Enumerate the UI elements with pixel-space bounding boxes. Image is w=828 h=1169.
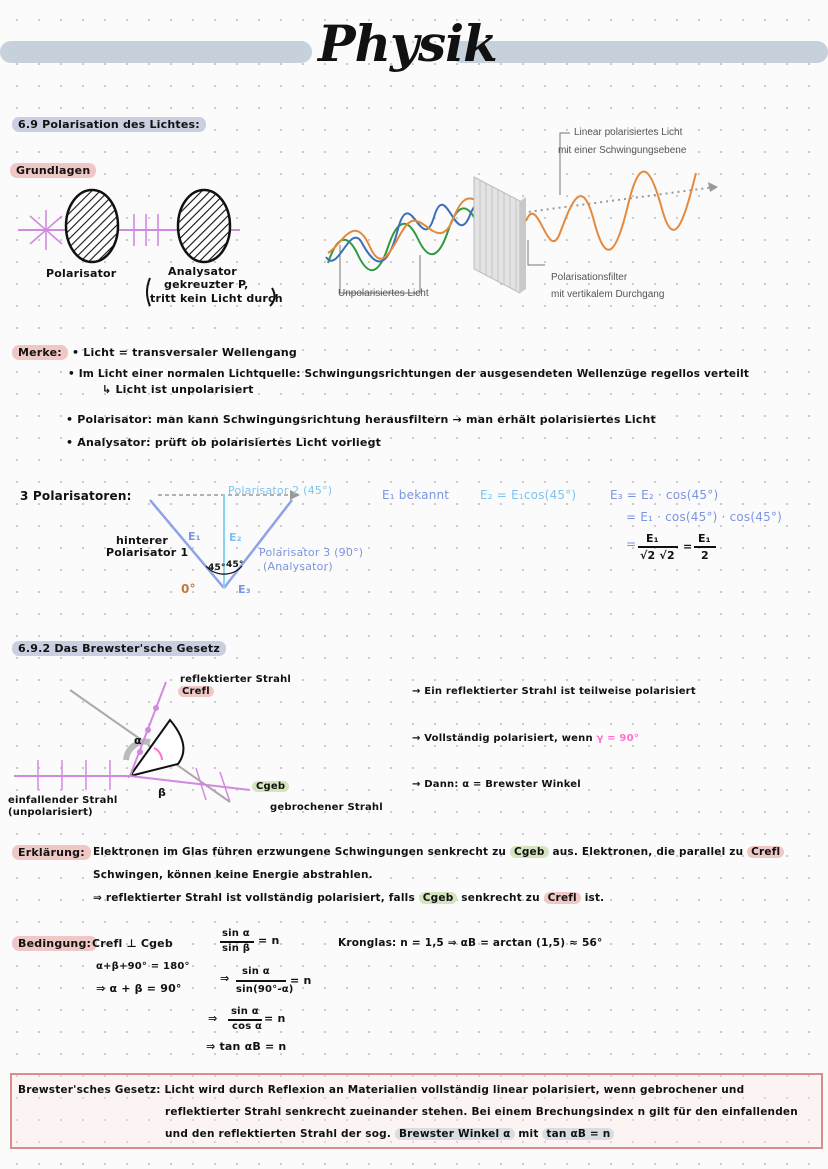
analysator-line-3: tritt kein Licht durch [150, 292, 283, 305]
brewster-note-3: → Dann: α = Brewster Winkel [412, 779, 581, 790]
eq-fraction-2-num: E₁ [698, 532, 711, 545]
propagation-axis [505, 187, 715, 215]
bedingung-text: Bedingung: [12, 936, 97, 951]
glass-block [130, 720, 183, 776]
formula-2-den: sin(90°-α) [236, 984, 294, 995]
eq-fraction-1-num: E₁ [646, 532, 659, 545]
erklaerung-line-3c: ist. [584, 892, 605, 904]
eq-e3-line-1: E₃ = E₂ · cos(45°) [610, 488, 719, 502]
zero-degree-label: 0° [181, 582, 196, 596]
incident-ray-label-2: (unpolarisiert) [8, 807, 93, 818]
eq-fraction-2-bar [694, 546, 716, 548]
erklaerung-line-3 [93, 892, 604, 904]
polarizer-1-label-2: Polarisator 1 [106, 546, 189, 559]
analysator-line-1: Analysator [168, 265, 237, 278]
c-refl-badge-text: Crefl [178, 686, 214, 697]
merke-item-5: • Analysator: prüft ob polarisiertes Licht vorliegt [66, 436, 382, 449]
brewster-heading [12, 642, 226, 655]
brewster-law-line-2: reflektierter Strahl senkrecht zueinander stehen. Bei einem Brechungsindex n gilt für den einfallenden [165, 1106, 798, 1118]
erklaerung-line-3a: ⇒ reflektierter Strahl ist vollständig polarisiert, falls [93, 892, 415, 904]
eq-e2: E₂ = E₁cos(45°) [480, 488, 577, 502]
grundlagen-text: Grundlagen [10, 163, 96, 178]
eq-fraction-1-bar [638, 546, 678, 548]
broken-ray-label: gebrochener Strahl [270, 802, 383, 813]
polarizer-3-label-2: (Analysator) [263, 560, 333, 573]
beta-label: β [158, 786, 167, 799]
photo-label-unpolarisiert: Unpolarisiertes Licht [338, 288, 429, 299]
formula-3-num: sin α [231, 1006, 259, 1017]
eq-fraction-2-den: 2 [701, 549, 709, 562]
header-band-right [450, 41, 828, 63]
axis-arrow [708, 182, 718, 192]
erklaerung-crefl-2: Crefl [544, 892, 581, 904]
incident-ray-label-1: einfallender Strahl [8, 795, 118, 806]
formula-1-den: sin β [222, 943, 251, 954]
vector-e3-label: E₃ [238, 583, 251, 596]
formula-2-pre: ⇒ [220, 972, 230, 985]
three-polarizers-heading: 3 Polarisatoren: [20, 489, 132, 503]
vector-e2-axis [224, 500, 292, 588]
merke-item-3: ↳ Licht ist unpolarisiert [102, 383, 254, 396]
merke-item-5-text: Analysator: prüft ob polarisiertes Licht vorliegt [77, 436, 382, 449]
polarizer-3-label-1: Polarisator 3 (90°) [259, 546, 364, 559]
photo-label-filter-1: Polarisationsfilter [551, 272, 628, 283]
c-refl-badge [178, 686, 214, 697]
header-band-left [0, 41, 312, 63]
formula-3-pre: ⇒ [208, 1012, 218, 1025]
reflected-ray-label: reflektierter Strahl [180, 674, 292, 685]
merke-item-4: • Polarisator: man kann Schwingungsrichtung herausfiltern → man erhält polarisiertes Licht [66, 413, 656, 426]
merke-item-4-text: Polarisator: man kann Schwingungsrichtung herausfiltern → man erhält polarisiertes Licht [77, 413, 656, 426]
erklaerung-line-1b: aus. Elektronen, die parallel zu [552, 846, 744, 858]
polarizer-1-label-1: hinterer [116, 534, 169, 547]
brewster-law-line-3 [165, 1128, 614, 1140]
formula-1-eq: = n [258, 934, 280, 947]
erklaerung-cgeb-1: Cgeb [510, 846, 549, 858]
polarisator-label: Polarisator [46, 267, 117, 280]
erklaerung-line-2: Schwingen, können keine Energie abstrahlen. [93, 869, 373, 881]
merke-item-2-text: Im Licht einer normalen Lichtquelle: Schwingungsrichtungen der ausgesendeten Wellenzüge regellos verteilt [78, 368, 750, 380]
bedingung-label [12, 937, 97, 950]
polarizer-sketch [0, 180, 300, 280]
formula-3-den: cos α [232, 1021, 263, 1032]
merke-item-2: • Im Licht einer normalen Lichtquelle: Schwingungsrichtungen der ausgesendeten Wellenzüge regellos verteilt [68, 368, 750, 380]
eq-e3-line-2: = E₁ · cos(45°) · cos(45°) [626, 510, 782, 524]
kronglas-line: Kronglas: n = 1,5 ⇒ αB = arctan (1,5) ≈ 56° [338, 937, 603, 949]
formula-2-eq: = n [290, 974, 312, 987]
photo-label-linear-1: Linear polarisiertes Licht [574, 127, 683, 138]
brewster-law-mit: mit [518, 1128, 539, 1140]
brewster-law-line-1 [18, 1084, 744, 1096]
erklaerung-crefl-1: Crefl [747, 846, 784, 858]
formula-4: ⇒ tan αB = n [206, 1040, 287, 1053]
vector-e2-label: E₂ [229, 531, 242, 544]
erklaerung-text: Erklärung: [12, 845, 91, 860]
bedingung-sum: α+β+90° = 180° [96, 961, 190, 972]
grundlagen-label [10, 164, 96, 177]
callout-line-top [560, 133, 570, 195]
photo-label-filter-2: mit vertikalem Durchgang [551, 289, 665, 300]
merke-item-1: • Licht = transversaler Wellengang [72, 346, 297, 359]
eq-fraction-mid: = [683, 540, 693, 553]
brewster-heading-text: 6.9.2 Das Brewster'sche Gesetz [12, 641, 226, 656]
refracted-ray [130, 776, 250, 790]
erklaerung-line-1 [93, 846, 784, 858]
analysator-line-2: gekreuzter P, [164, 278, 249, 291]
vector-e1-label: E₁ [188, 530, 201, 543]
eq-fraction-equals: = [626, 537, 637, 551]
c-geb-badge [252, 781, 289, 792]
filter-plate [474, 177, 526, 293]
erklaerung-line-1a: Elektronen im Glas führen erzwungene Schwingungen senkrecht zu [93, 846, 507, 858]
brewster-law-lead: Brewster'sches Gesetz: [18, 1084, 161, 1096]
eq-e1: E₁ bekannt [382, 488, 450, 502]
brewster-formula-badge: tan αB = n [542, 1128, 614, 1140]
section-heading-polarisation [12, 118, 206, 131]
page-title: Physik [318, 14, 497, 73]
callout-line-left [340, 245, 420, 293]
brewster-winkel-badge: Brewster Winkel α [395, 1128, 515, 1140]
formula-3-eq: = n [264, 1012, 286, 1025]
formula-2-bar [236, 980, 286, 982]
bedingung-sum2: ⇒ α + β = 90° [96, 982, 182, 995]
brewster-law-line-3-text: und den reflektierten Strahl der sog. [165, 1128, 392, 1140]
gamma-condition: γ = 90° [596, 733, 639, 744]
analyzer-disk [178, 190, 230, 262]
brewster-law-line-1-text: Licht wird durch Reflexion an Materialien vollständig linear polarisiert, wenn gebrochener und [164, 1084, 745, 1096]
angle-label-b: 45° [226, 560, 244, 570]
alpha-label: α [134, 734, 142, 747]
formula-2-num: sin α [242, 966, 270, 977]
orange-wave-polarized [526, 172, 696, 250]
photo-label-linear-2: mit einer Schwingungsebene [558, 145, 687, 156]
brewster-note-2 [412, 733, 639, 744]
eq-fraction-1-den: √2 √2 [640, 549, 675, 562]
bedingung-perp: Crefl ⊥ Cgeb [92, 937, 173, 950]
merke-text: Merke: [12, 345, 68, 360]
brewster-note-2-text: → Vollständig polarisiert, wenn [412, 733, 593, 744]
polarizer-disk [66, 190, 118, 262]
analysator-bracket [144, 276, 284, 308]
polarizer-2-label: Polarisator 2 (45°) [228, 484, 333, 497]
erklaerung-line-3b: senkrecht zu [461, 892, 540, 904]
erklaerung-cgeb-2: Cgeb [419, 892, 458, 904]
angle-label-a: 45° [208, 563, 226, 573]
merke-label [12, 346, 68, 359]
section-heading-text: 6.9 Polarisation des Lichtes: [12, 117, 206, 132]
erklaerung-label [12, 846, 91, 859]
formula-1-num: sin α [222, 928, 250, 939]
callout-line-bottom [528, 240, 545, 265]
brewster-note-1: → Ein reflektierter Strahl ist teilweise polarisiert [412, 686, 696, 697]
merke-item-1-text: Licht = transversaler Wellengang [83, 346, 297, 359]
c-geb-badge-text: Cgeb [252, 781, 289, 792]
unpolarized-star [28, 210, 64, 250]
